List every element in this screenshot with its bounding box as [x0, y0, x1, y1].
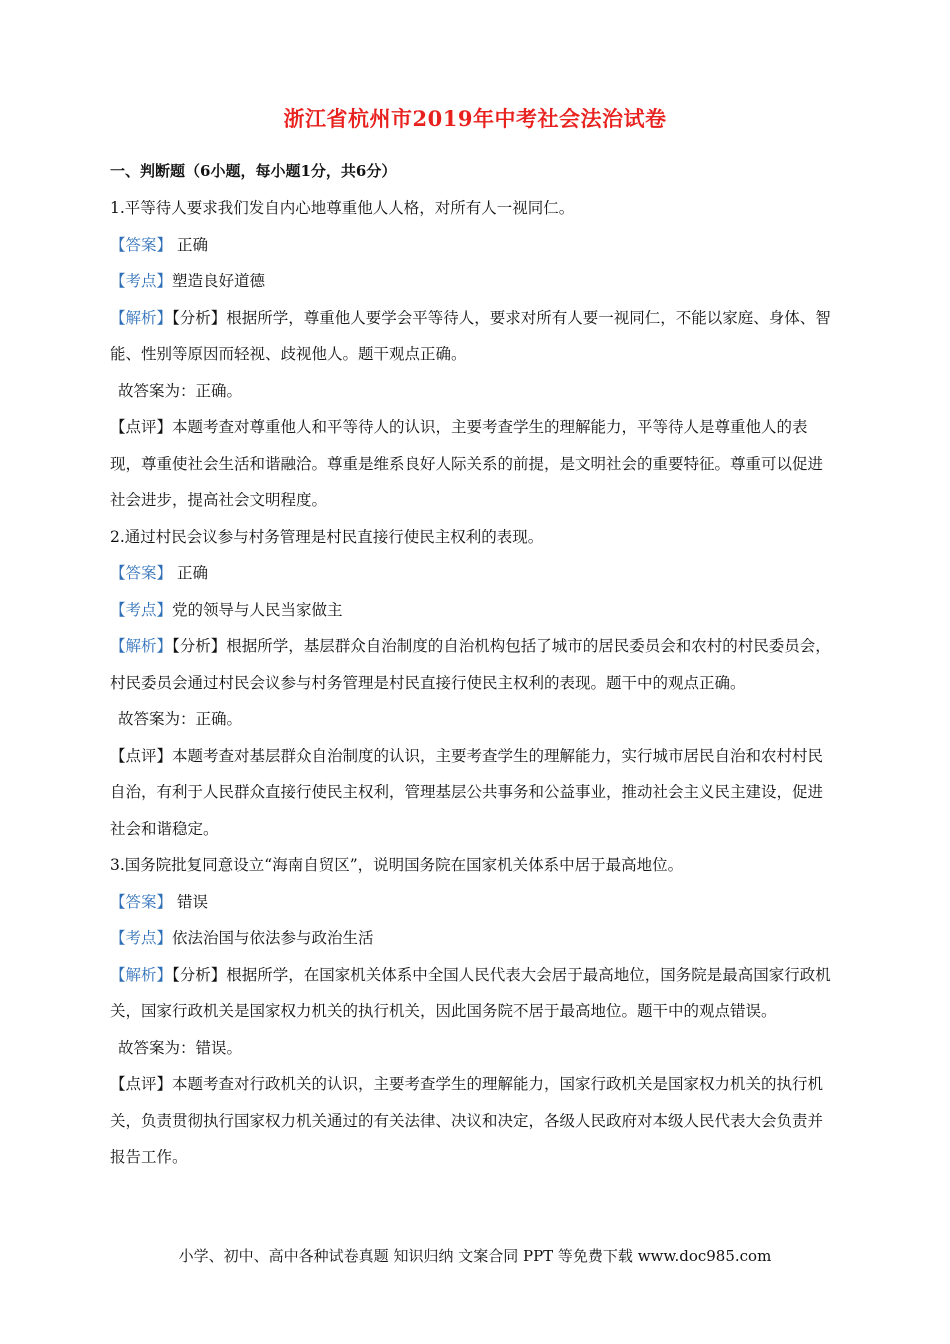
point-value: 依法治国与依法参与政治生活	[172, 929, 374, 947]
analysis-label: 【解析】	[110, 308, 173, 327]
analysis-text: 根据所学，在国家机关体系中全国人民代表大会居于最高地位，国务院是最高国家行政机关，国家行政机关是国家权力机关的执行机关，因此国务院不居于最高地位。题干中的观点错误。	[110, 965, 831, 1020]
comment-label: 【点评】	[110, 746, 173, 765]
answer-value: 正确	[172, 564, 208, 582]
page-title: 浙江省杭州市2019年中考社会法治试卷	[283, 106, 667, 131]
answer-line	[110, 555, 832, 592]
point-label: 【考点】	[110, 272, 173, 290]
conclusion-line: 故答案为：错误。	[118, 1038, 243, 1057]
analysis-label: 【解析】	[110, 637, 173, 655]
answer-label: 【答案】	[110, 564, 173, 582]
analysis-text: 根据所学，尊重他人要学会平等待人，要求对所有人要一视同仁，不能以家庭、身体、智能、性别等原因而轻视、歧视他人。题干观点正确。	[110, 308, 831, 363]
analysis-text: 根据所学，基层群众自治制度的自治机构包括了城市的居民委员会和农村的村民委员会，村民委员会通过村民会议参与村务管理是村民直接行使民主权利的表现。题干中的观点正确。	[110, 637, 831, 692]
point-line	[110, 263, 832, 300]
page-footer: 小学、初中、高中各种试卷真题 知识归纳 文案合同 PPT 等免费下载 www.doc985.com	[178, 1247, 772, 1265]
question-stem: 1.平等待人要求我们发自内心地尊重他人人格，对所有人一视同仁。	[110, 199, 575, 217]
comment-line	[110, 738, 832, 848]
comment-line	[110, 1066, 832, 1176]
conclusion-line: 故答案为：正确。	[118, 381, 243, 400]
comment-text: 本题考查对行政机关的认识，主要考查学生的理解能力，国家行政机关是国家权力机关的执行机关，负责贯彻执行国家权力机关通过的有关法律、决议和决定，各级人民政府对本级人民代表大会负责并报告工作。	[110, 1075, 824, 1166]
analysis-label: 【解析】	[110, 965, 173, 984]
answer-line	[110, 884, 832, 921]
comment-label: 【点评】	[110, 418, 173, 436]
fenxi-label: 【分析】	[172, 637, 227, 655]
comment-label: 【点评】	[110, 1075, 173, 1093]
comment-text: 本题考查对尊重他人和平等待人的认识，主要考查学生的理解能力，平等待人是尊重他人的表现，尊重使社会生活和谐融洽。尊重是维系良好人际关系的前提，是文明社会的重要特征。尊重可以促进社会进步，提高社会文明程度。	[110, 418, 824, 509]
questions-content	[110, 190, 832, 1176]
point-label: 【考点】	[110, 929, 173, 947]
point-value: 党的领导与人民当家做主	[172, 600, 343, 619]
comment-text: 本题考查对基层群众自治制度的认识，主要考查学生的理解能力，实行城市居民自治和农村村民自治，有利于人民群众直接行使民主权利，管理基层公共事务和公益事业，推动社会主义民主建设，促进社会和谐稳定。	[110, 746, 824, 838]
answer-label: 【答案】	[110, 892, 173, 911]
answer-value: 正确	[172, 235, 208, 254]
question-stem: 2.通过村民会议参与村务管理是村民直接行使民主权利的表现。	[110, 527, 544, 546]
answer-line	[110, 227, 832, 264]
conclusion-line: 故答案为：正确。	[118, 710, 243, 728]
fenxi-label: 【分析】	[172, 965, 227, 984]
answer-value: 错误	[172, 892, 208, 911]
section-heading: 一、判断题（6小题，每小题1分，共6分）	[110, 162, 397, 180]
point-value: 塑造良好道德	[172, 272, 266, 290]
analysis-line	[110, 300, 832, 373]
question-stem: 3.国务院批复同意设立“海南自贸区”，说明国务院在国家机关体系中居于最高地位。	[110, 856, 684, 874]
answer-label: 【答案】	[110, 235, 173, 254]
point-label: 【考点】	[110, 600, 173, 619]
analysis-line	[110, 628, 832, 701]
point-line	[110, 592, 832, 629]
comment-line	[110, 409, 832, 519]
fenxi-label: 【分析】	[172, 308, 227, 327]
analysis-line	[110, 957, 832, 1030]
point-line	[110, 920, 832, 957]
